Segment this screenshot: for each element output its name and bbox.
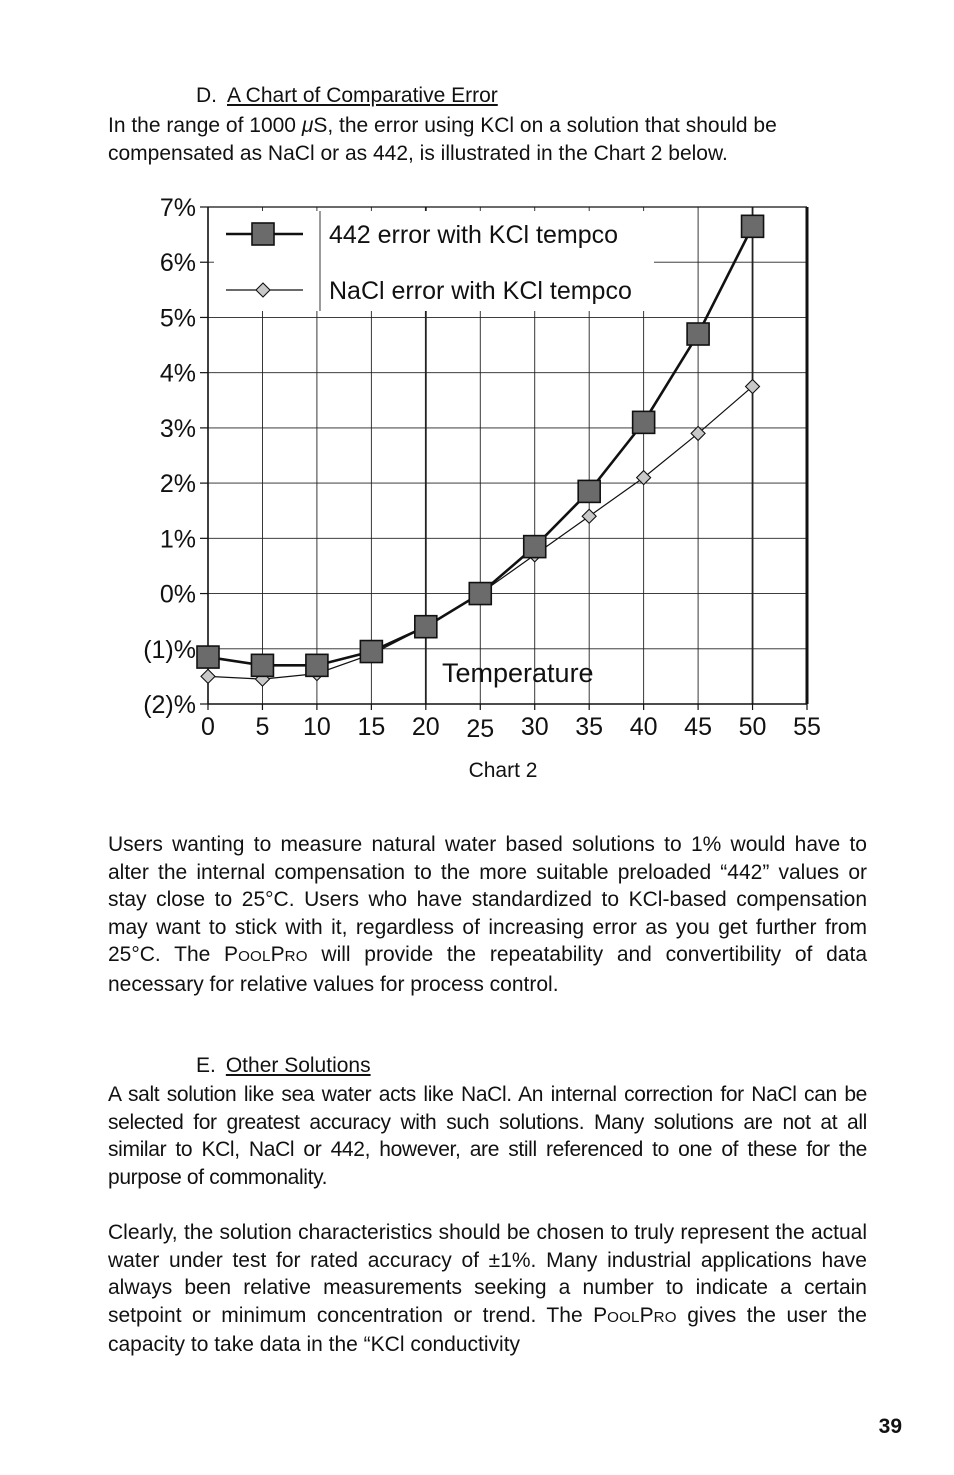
brand-name: POOLPRO	[593, 1303, 677, 1327]
x-tick-label: 25	[466, 715, 495, 743]
series-442-point	[197, 646, 219, 668]
x-tick-label: 35	[575, 713, 604, 741]
x-tick-label: 30	[520, 713, 549, 741]
paragraph-users-text-2: will provide the repeatability and convertibility of data necessary for relative values for process control.	[108, 943, 868, 996]
paragraph-users	[108, 831, 867, 999]
intro-text-1: In the range of 1000	[108, 114, 302, 137]
section-e-text: A salt solution like sea water acts like NaCl. An internal correction for NaCl can be selected for greatest accuracy with such solutions. Many solutions are not at all similar to KCl, NaCl or 442, however, are still referenced to one of these for the purpose of commonality.	[108, 1083, 867, 1189]
series-442-point	[524, 536, 546, 558]
series-442-point	[360, 641, 382, 663]
y-tick-label: (1)%	[143, 635, 196, 664]
y-tick-label: 0%	[159, 580, 196, 609]
section-e-heading	[196, 1053, 371, 1079]
x-tick-label: 20	[411, 713, 440, 741]
chart-legend	[214, 211, 654, 311]
series-442-point	[251, 654, 273, 676]
x-tick-label: 50	[738, 713, 767, 741]
series-442-point	[469, 583, 491, 605]
series-442-point	[742, 215, 764, 237]
legend-marker-square	[252, 223, 274, 245]
page-number: 39	[878, 1415, 902, 1438]
y-tick-label: (2)%	[143, 691, 196, 719]
section-e-letter: E.	[196, 1054, 216, 1077]
chart-2	[130, 195, 830, 795]
paragraph-clearly-text-2: gives the user the capacity to take data in the “KCl conductivity	[108, 1303, 867, 1357]
y-tick-label: 6%	[159, 249, 196, 278]
x-tick-label: 0	[201, 713, 215, 741]
paragraph-users-text-1: Users wanting to measure natural water based solutions to 1% would have to alter the internal compensation to the more suitable preloaded “442” values or stay close to 25°C. Users who have standardized to KCl-based compensation may want to stick with it, regardless of increasing error as you get further from 25°C. The	[108, 833, 867, 967]
chart-annotation: Temperature	[442, 658, 594, 688]
series-442-point	[687, 323, 709, 345]
x-tick-label: 55	[793, 713, 821, 741]
y-tick-label: 2%	[159, 470, 196, 499]
paragraph-clearly-text-1: Clearly, the solution characteristics should be chosen to truly represent the actual water under test for rated accuracy of ±1%. Many industrial applications have always been relative measurements seeking a number to indicate a certain setpoint or minimum concentration or trend. The	[108, 1221, 867, 1327]
section-d-heading	[196, 83, 498, 109]
x-tick-label: 45	[684, 713, 712, 741]
legend-label: 442 error with KCl tempco	[329, 221, 619, 249]
series-442-point	[578, 480, 600, 502]
x-tick-label: 15	[357, 713, 386, 741]
brand-name: POOLPRO	[224, 943, 308, 967]
x-tick-label: 40	[629, 713, 658, 741]
y-tick-label: 7%	[159, 195, 196, 222]
x-tick-label: 5	[255, 713, 270, 741]
paragraph-clearly	[108, 1219, 867, 1359]
y-tick-label: 4%	[159, 359, 196, 388]
y-tick-label: 3%	[159, 414, 196, 443]
series-442-point	[633, 411, 655, 433]
chart-2-svg	[130, 195, 830, 795]
series-442-point	[415, 616, 437, 638]
section-d-letter: D.	[196, 84, 217, 107]
section-d-title: A Chart of Comparative Error	[227, 84, 498, 107]
x-tick-label: 10	[303, 713, 331, 741]
series-442-point	[306, 654, 328, 676]
y-tick-label: 5%	[159, 304, 196, 333]
legend-label: NaCl error with KCl tempco	[329, 277, 632, 305]
chart-caption: Chart 2	[468, 759, 538, 782]
section-d-intro	[108, 112, 867, 167]
intro-text-2: S, the error using KCl on a solution that should be compensated as NaCl or as 442, is illustrated in the Chart 2 below.	[108, 114, 777, 165]
section-e-title: Other Solutions	[225, 1054, 371, 1077]
intro-mu-symbol: μ	[301, 114, 314, 137]
y-tick-label: 1%	[159, 525, 196, 554]
